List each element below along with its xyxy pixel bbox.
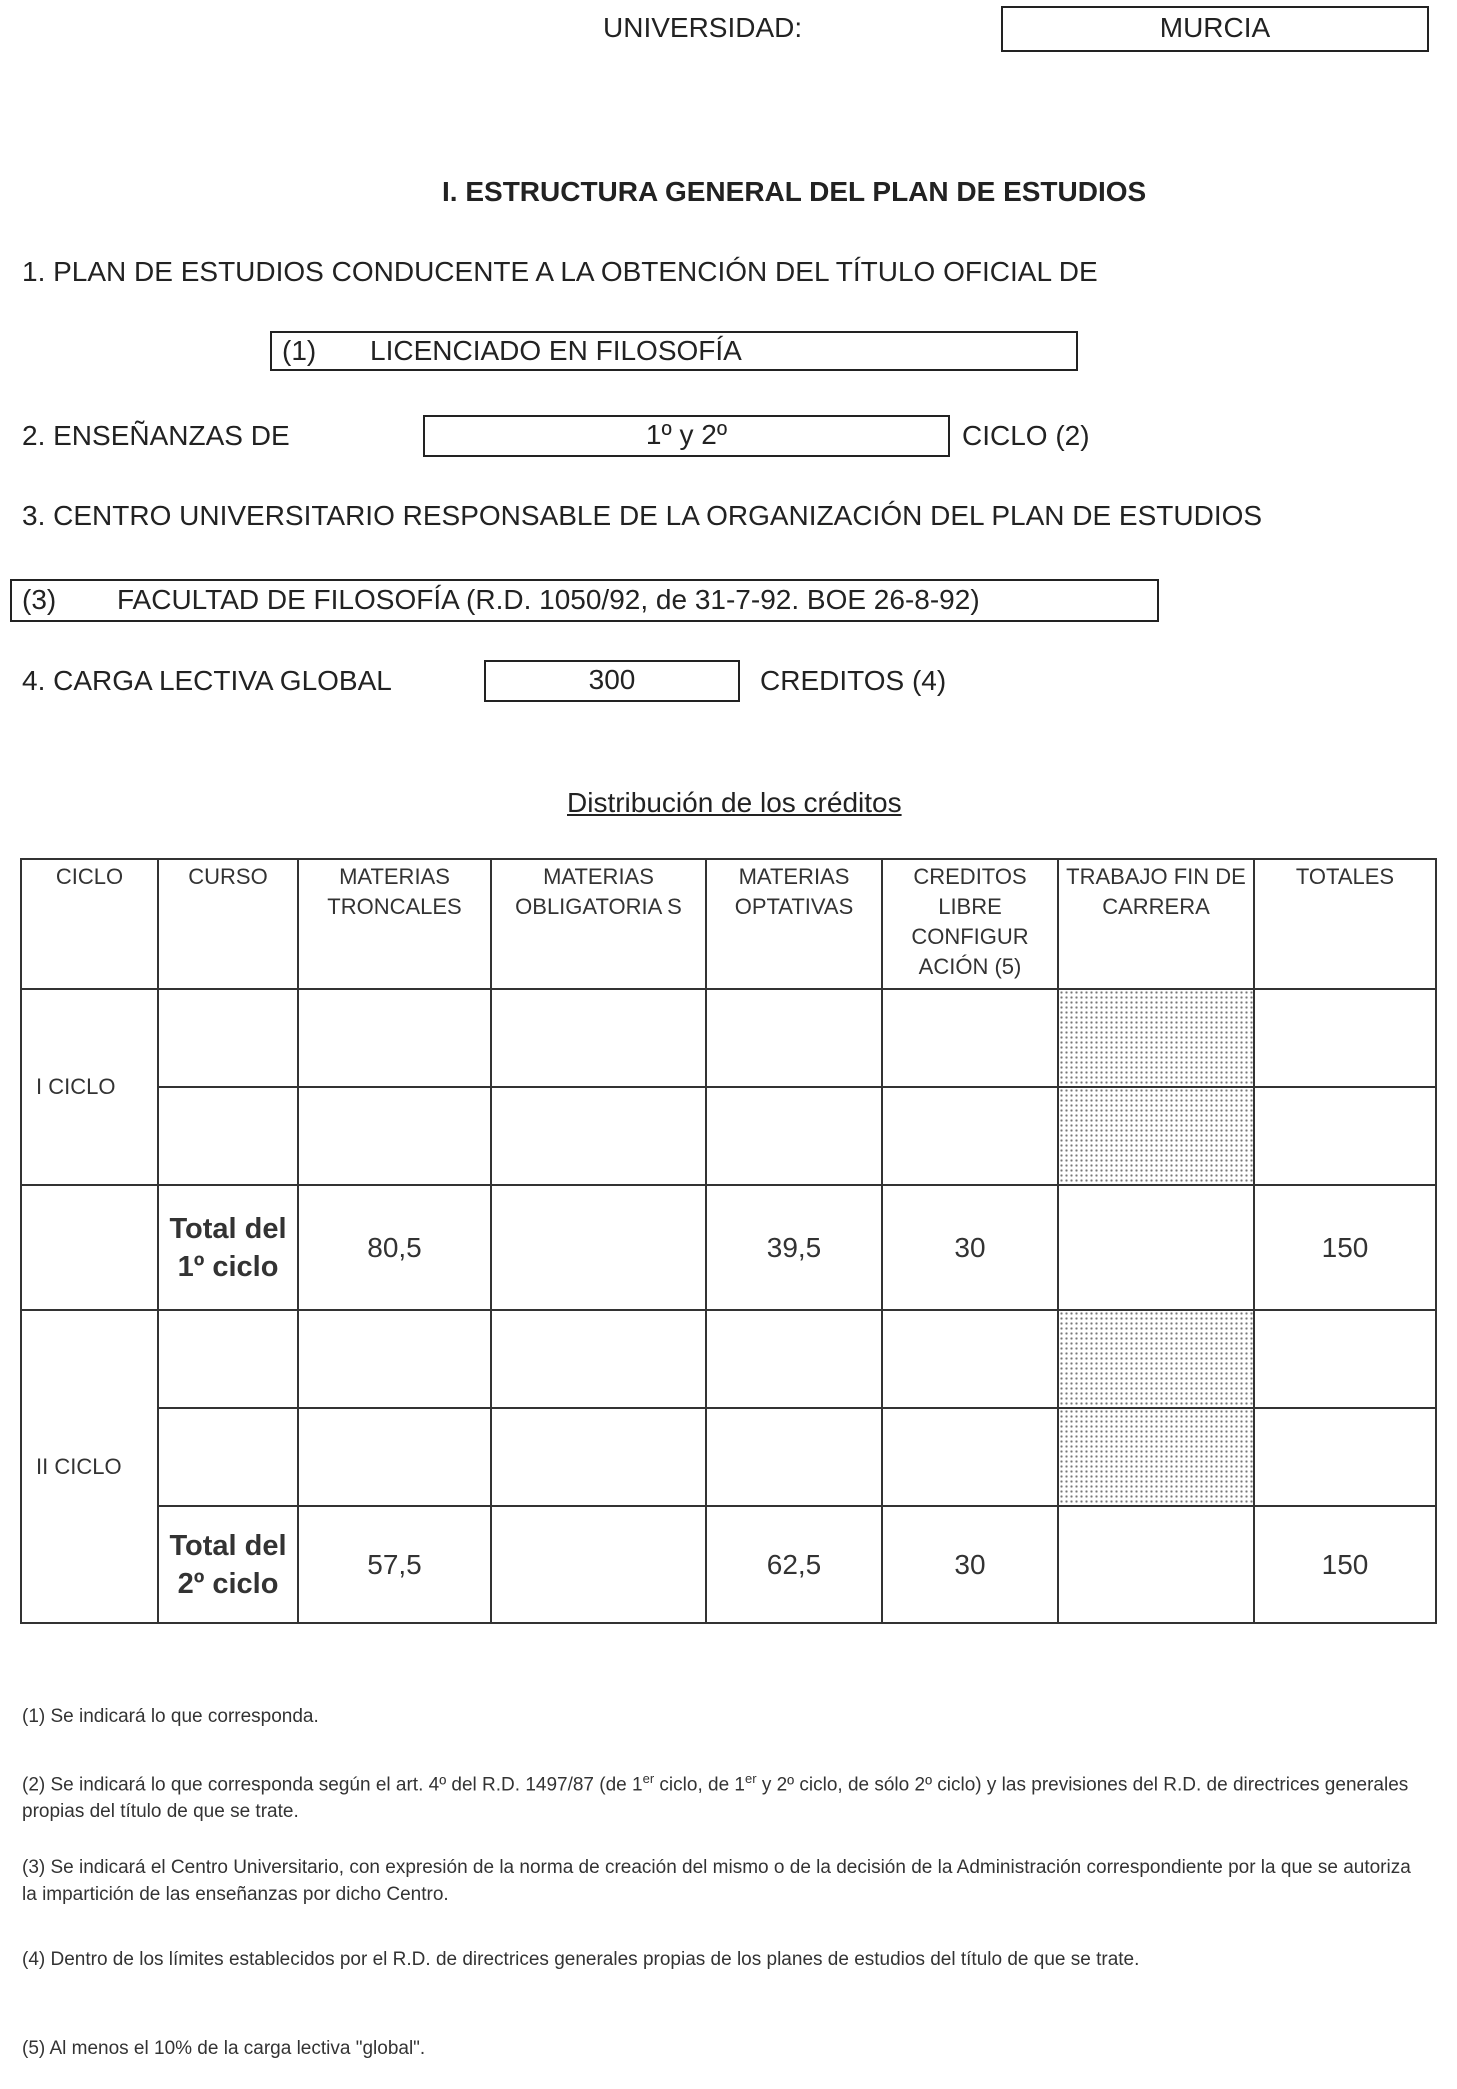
section4-suffix: CREDITOS (4) (760, 665, 947, 696)
ciclo1-trabajo (1058, 1185, 1254, 1310)
ciclo1-total-label: Total del 1º ciclo (158, 1185, 298, 1310)
degree-title-value: LICENCIADO EN FILOSOFÍA (370, 335, 742, 366)
table-cell (882, 1310, 1058, 1408)
university-field (1001, 6, 1429, 52)
degree-title-code: (1) (282, 335, 317, 366)
university-label: UNIVERSIDAD: (603, 12, 803, 43)
total-credits-field (484, 660, 740, 702)
table-cell (158, 1087, 298, 1185)
footnote-1: (1) Se indicará lo que corresponda. (22, 1706, 319, 1727)
table-cell (1254, 1408, 1436, 1506)
section2-label: 2. ENSEÑANZAS DE (22, 420, 290, 451)
section1-label: 1. PLAN DE ESTUDIOS CONDUCENTE A LA OBTENCIÓN DEL TÍTULO OFICIAL DE (22, 256, 1098, 287)
section4-label: 4. CARGA LECTIVA GLOBAL (22, 665, 392, 696)
shaded-cell (1058, 989, 1254, 1087)
ciclo1-totales: 150 (1254, 1185, 1436, 1310)
section2-suffix: CICLO (2) (962, 420, 1090, 451)
university-value: MURCIA (1159, 12, 1271, 43)
footnote-2-sup: er (744, 1771, 757, 1786)
ciclo1-optativas: 39,5 (706, 1185, 882, 1310)
table-cell (298, 1087, 491, 1185)
ciclo1-total-row (21, 1185, 1436, 1310)
table-row (21, 989, 1436, 1087)
center-value: FACULTAD DE FILOSOFÍA (R.D. 1050/92, de 31-7-92. BOE 26-8-92) (117, 584, 980, 615)
table-cell (706, 1087, 882, 1185)
table-cell (882, 1087, 1058, 1185)
ciclo2-totales: 150 (1254, 1506, 1436, 1623)
col-header-libre-configuracion: CREDITOS LIBRE CONFIGUR ACIÓN (5) (882, 859, 1058, 989)
table-cell (158, 1408, 298, 1506)
shaded-cell (1058, 1408, 1254, 1506)
cycles-value: 1º y 2º (645, 419, 728, 450)
table-cell (491, 1310, 706, 1408)
shaded-cell (1058, 1310, 1254, 1408)
section3-label: 3. CENTRO UNIVERSITARIO RESPONSABLE DE LA ORGANIZACIÓN DEL PLAN DE ESTUDIOS (22, 500, 1263, 531)
table-cell (491, 989, 706, 1087)
total-credits-value: 300 (588, 664, 636, 695)
col-header-totales: TOTALES (1254, 859, 1436, 989)
footnote-4: (4) Dentro de los límites establecidos por el R.D. de directrices generales propias de los planes de estudios del título de que se trate. (22, 1949, 1140, 1970)
footnote-2-text: (2) Se indicará lo que corresponda según el art. 4º del R.D. 1497/87 (de 1 (22, 1774, 643, 1796)
table-cell (1254, 989, 1436, 1087)
degree-title-field (270, 331, 1078, 371)
footnote-2-text: ciclo, de 1 (654, 1774, 745, 1796)
table-row (21, 1310, 1436, 1408)
footnote-2-sup: er (642, 1771, 655, 1786)
ciclo2-total-row (21, 1506, 1436, 1623)
table-cell (158, 989, 298, 1087)
table-cell (882, 989, 1058, 1087)
col-header-optativas: MATERIAS OPTATIVAS (706, 859, 882, 989)
table-row (21, 1408, 1436, 1506)
table-cell (1254, 1310, 1436, 1408)
table-caption: Distribución de los créditos (567, 787, 902, 818)
table-cell (706, 1310, 882, 1408)
page-title: I. ESTRUCTURA GENERAL DEL PLAN DE ESTUDIOS (442, 176, 1147, 207)
ciclo1-label: I CICLO (21, 989, 158, 1185)
col-header-ciclo: CICLO (21, 859, 158, 989)
col-header-obligatorias: MATERIAS OBLIGATORIA S (491, 859, 706, 989)
center-field (10, 579, 1159, 622)
ciclo2-optativas: 62,5 (706, 1506, 882, 1623)
table-header-row (21, 859, 1436, 989)
ciclo2-libre: 30 (882, 1506, 1058, 1623)
table-cell (298, 989, 491, 1087)
shaded-cell (1058, 1087, 1254, 1185)
credits-distribution-table (20, 858, 1437, 1624)
table-cell (706, 1408, 882, 1506)
table-cell (298, 1310, 491, 1408)
ciclo1-obligatorias (491, 1185, 706, 1310)
col-header-trabajo-fin: TRABAJO FIN DE CARRERA (1058, 859, 1254, 989)
ciclo2-label: II CICLO (21, 1310, 158, 1623)
col-header-curso: CURSO (158, 859, 298, 989)
ciclo2-trabajo (1058, 1506, 1254, 1623)
table-cell (1254, 1087, 1436, 1185)
table-cell (21, 1185, 158, 1310)
footnote-2 (22, 1765, 1422, 1825)
ciclo1-troncales: 80,5 (298, 1185, 491, 1310)
ciclo2-obligatorias (491, 1506, 706, 1623)
table-cell (491, 1408, 706, 1506)
ciclo1-libre: 30 (882, 1185, 1058, 1310)
table-cell (882, 1408, 1058, 1506)
table-cell (298, 1408, 491, 1506)
table-cell (706, 989, 882, 1087)
table-cell (158, 1310, 298, 1408)
ciclo2-troncales: 57,5 (298, 1506, 491, 1623)
cycles-field (423, 415, 950, 457)
footnote-5: (5) Al menos el 10% de la carga lectiva "global". (22, 2038, 426, 2059)
footnote-3: (3) Se indicará el Centro Universitario, con expresión de la norma de creación del mismo o de la decisión de la Administración correspondiente por la que se autoriza la impartición de las enseñanzas por dicho Centro. (22, 1857, 1411, 1905)
footnote-2-text: y 2º ciclo, de sólo 2º ciclo) y las previsiones del R.D. de directrices generales propias del título de que se trate. (22, 1774, 1409, 1823)
table-row (21, 1087, 1436, 1185)
col-header-troncales: MATERIAS TRONCALES (298, 859, 491, 989)
center-code: (3) (22, 584, 57, 615)
table-cell (491, 1087, 706, 1185)
ciclo2-total-label: Total del 2º ciclo (158, 1506, 298, 1623)
